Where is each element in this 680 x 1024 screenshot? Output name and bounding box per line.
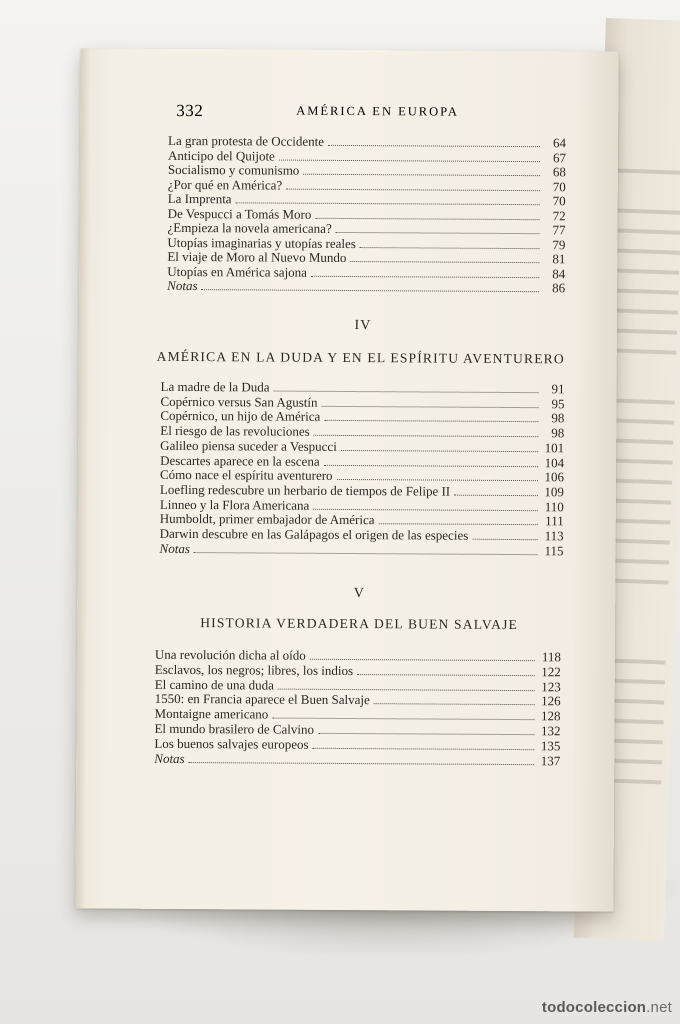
facing-page-text-line [609,268,679,274]
toc-entry [160,541,564,558]
toc-entry-title: Galileo piensa suceder a Vespucci [160,437,337,454]
dot-leader [324,454,539,466]
toc-entry-title: La madre de la Duda [160,378,270,395]
toc-entry-page: 68 [552,164,566,180]
toc-entry-page: 101 [544,440,565,456]
dot-leader [314,425,539,437]
toc-entry-title: Loefling redescubre un herbario de tiempos de Felipe II [159,481,451,499]
dot-leader [337,469,539,481]
dot-leader [313,738,535,750]
toc-entry-title: La gran protesta de Occidente [168,132,325,149]
toc-entry-title: Utopías en América sajona [167,263,308,280]
section-numeral: IV [354,318,372,334]
dot-leader [324,410,538,422]
toc-entry-title: Una revolución dicha al oído [154,646,306,663]
toc-entry-title: Esclavos, los negros; libres, los indios [154,661,354,678]
page-number: 332 [176,100,204,121]
toc-entry-page: 113 [544,528,564,544]
toc-entry-title: Anticipo del Quijote [167,147,275,164]
toc-entry-title: ¿Empieza la novela americana? [167,219,332,236]
facing-page-text-line [606,348,676,354]
toc-entry-title: Notas [159,540,190,556]
toc-entry-page: 84 [552,265,566,281]
facing-page-text-line [610,248,680,254]
facing-page-text-line [613,168,680,174]
toc-entry-title: El camino de una duda [154,676,274,693]
toc-entry-page: 91 [551,381,565,397]
toc-entry-title: De Vespucci a Tomás Moro [167,205,312,222]
dot-leader [379,513,538,525]
toc-entry [154,750,560,767]
facing-page-text-line [611,228,680,234]
toc-entry-page: 106 [544,469,565,485]
toc-entry-title: El riesgo de las revoluciones [160,422,310,439]
toc-entry-page: 70 [552,193,566,209]
toc-entry-title: 1550: en Francia aparece el Buen Salvaje [154,691,370,708]
toc-entry-title: Socialismo y comunismo [167,161,300,178]
running-head [176,101,576,125]
dot-leader [454,485,538,497]
toc-entry-title: Copérnico, un hijo de América [160,408,321,425]
dot-leader [360,237,540,249]
toc-entry-page: 132 [540,723,561,739]
toc-entry-title: Los buenos salvajes europeos [154,735,309,752]
toc-entry-title: Descartes aparece en la escena [160,452,320,469]
section-title: AMÉRICA EN LA DUDA Y EN EL ESPÍRITU AVENTURERO [156,348,565,367]
toc-entry [167,278,565,295]
toc-entry-page: 137 [540,752,561,768]
dot-leader [236,192,540,205]
dot-leader [189,752,535,765]
toc-entry-page: 64 [553,135,567,151]
dot-leader [272,708,534,721]
toc-entry-title: Darwin descubre en las Galápagos el origen de las especies [159,525,469,543]
dot-leader [357,664,535,676]
dot-leader [328,135,540,147]
toc-entry-title: Utopías imaginarias y utopías reales [167,234,356,251]
toc-entry-title: El viaje de Moro al Nuevo Mundo [167,248,347,265]
dot-leader [313,498,538,510]
toc-entry-page: 110 [544,498,564,514]
toc-entry-page: 135 [540,737,561,754]
dot-leader [310,649,535,661]
section-title: HISTORIA VERDADERA DEL BUEN SALVAJE [200,615,519,633]
toc-entry-title: Humboldt, primer embajador de América [159,511,375,528]
book-page [75,48,618,911]
toc-entry-title: Linneo y la Flora Americana [159,496,310,513]
dot-leader [374,694,535,706]
watermark-suffix: .net [646,999,672,1016]
toc-entry-page: 109 [544,484,564,500]
toc-entry-page: 98 [551,425,565,441]
dot-leader [341,440,538,452]
dot-leader [315,207,539,219]
toc-entry-page: 111 [545,513,564,529]
toc-entry-page: 104 [544,454,565,470]
dot-leader [322,396,539,408]
toc-entry-page: 115 [544,542,564,559]
dot-leader [318,723,534,735]
dot-leader [286,178,540,191]
dot-leader [303,164,540,176]
toc-entry-page: 128 [541,708,561,724]
watermark-brand: todocoleccion [541,999,647,1016]
dot-leader [311,265,539,277]
dot-leader [278,678,535,691]
toc-entry-page: 81 [552,251,566,267]
toc-entry-title: ¿Por qué en América? [167,176,283,193]
toc-entry-title: Cómo nace el espíritu aventurero [159,467,333,484]
dot-leader [336,222,540,234]
facing-page-text-line [607,328,677,334]
toc-entry-page: 126 [541,693,561,709]
toc-entry-page: 79 [552,236,566,252]
toc-entry-page: 98 [551,410,565,426]
facing-page-text-line [611,208,680,214]
toc-entry-page: 77 [552,222,566,238]
toc-entry-page: 70 [552,178,566,194]
dot-leader [202,279,540,292]
toc-entry-page: 118 [541,649,561,665]
toc-entry-title: El mundo brasilero de Calvino [154,720,315,737]
toc-entry-page: 123 [541,678,561,694]
toc-entry-page: 86 [552,280,566,296]
toc-entry-title: Notas [167,277,198,294]
toc-entry-page: 67 [552,149,567,165]
toc-entry-title: Notas [154,750,185,766]
dot-leader [274,381,539,394]
watermark [542,999,672,1016]
dot-leader [472,529,537,540]
dot-leader [194,542,538,555]
section-numeral: V [353,586,365,602]
toc-entry-page: 72 [552,207,566,223]
facing-page-text-line [608,288,678,294]
facing-page-text-line [608,308,678,314]
toc-entry-title: Montaigne americano [154,706,269,722]
toc-entry-page: 95 [551,395,565,412]
toc-entry-title: La Imprenta [167,190,232,207]
dot-leader [350,251,539,263]
toc-entry-title: Copérnico versus San Agustín [160,393,318,410]
toc-entry-page: 122 [541,663,561,680]
dot-leader [279,149,540,162]
running-title: AMÉRICA EN EUROPA [296,103,460,119]
